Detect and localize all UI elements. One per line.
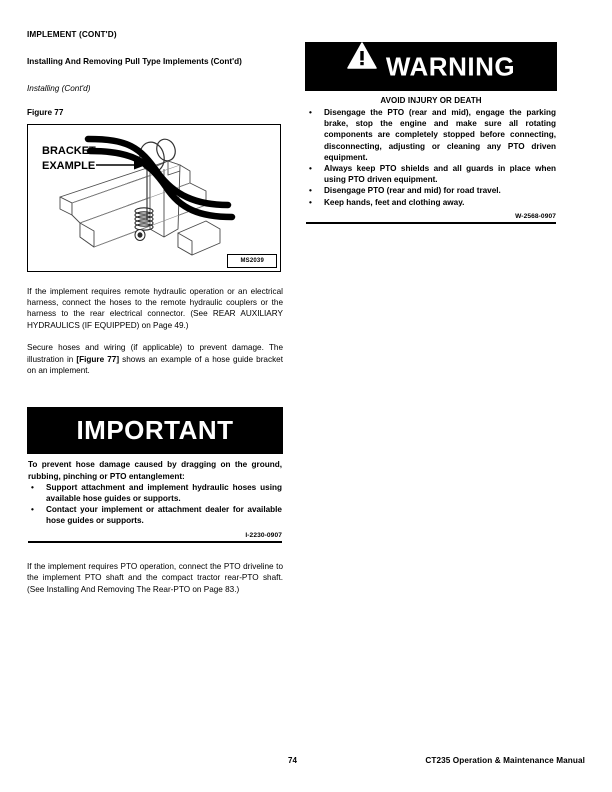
important-bullet-list bbox=[28, 482, 282, 527]
warning-banner bbox=[305, 42, 557, 91]
warning-code: W-2568-0907 bbox=[515, 212, 556, 220]
warning-list-item-text: Disengage the PTO (rear and mid), engage the parking brake, stop the engine and make sure all rotating components are completely stopped before connecting, disconnecting, adjusting or cleaning any PTO driven equipment. bbox=[324, 108, 556, 162]
figure-reference: [Figure 77] bbox=[76, 354, 120, 364]
important-list-item bbox=[28, 482, 282, 504]
warning-list-item bbox=[306, 107, 556, 163]
important-code: I-2230-0907 bbox=[245, 531, 282, 539]
footer-page-number: 74 bbox=[288, 756, 297, 765]
paragraph-secure-hoses bbox=[27, 342, 283, 376]
bullet-glyph: • bbox=[309, 164, 312, 174]
important-list-item-text: Contact your implement or attachment dealer for available hose guides or supports. bbox=[46, 505, 282, 526]
right-column bbox=[305, 42, 557, 224]
bullet-glyph: • bbox=[309, 186, 312, 196]
sub-heading: Installing And Removing Pull Type Implements (Cont'd) bbox=[27, 57, 242, 66]
bracket-example-illustration bbox=[28, 125, 280, 271]
warning-list-item-text: Keep hands, feet and clothing away. bbox=[324, 197, 465, 207]
paragraph-secure-hoses-part2: shows an example of a hose guide bracket on an implement. bbox=[27, 354, 283, 375]
warning-triangle-icon bbox=[347, 41, 377, 90]
warning-body bbox=[305, 91, 557, 224]
installing-subheading: Installing (Cont'd) bbox=[27, 83, 91, 93]
callout-label-line1: BRACKET bbox=[42, 144, 96, 157]
important-banner-title: IMPORTANT bbox=[76, 415, 234, 446]
important-intro-text: To prevent hose damage caused by dragging on the ground, rubbing, pinching or PTO entanglement: bbox=[28, 460, 282, 481]
figure-77-image bbox=[27, 124, 281, 272]
warning-list-item bbox=[306, 197, 556, 208]
paragraph-remote-hydraulics: If the implement requires remote hydraulic operation or an electrical harness, connect the hoses to the remote hydraulic couplers or the harness to the rear electrical connector. (See REAR AUXILIARY HYDRAULICS (IF EQUIPPED) on Page 49.) bbox=[27, 286, 283, 330]
warning-list-item bbox=[306, 185, 556, 196]
left-column bbox=[27, 30, 283, 595]
important-list-item bbox=[28, 504, 282, 526]
important-banner bbox=[27, 407, 283, 454]
paragraph-secure-hoses-part1: Secure hoses and wiring (if applicable) to prevent damage. The illustration in bbox=[27, 343, 283, 364]
callout-label-line2: EXAMPLE bbox=[42, 159, 96, 172]
bullet-glyph: • bbox=[309, 108, 312, 117]
bullet-glyph: • bbox=[31, 505, 34, 515]
warning-bullet-list bbox=[306, 107, 556, 208]
warning-heading: AVOID INJURY OR DEATH bbox=[380, 96, 482, 105]
figure-caption: Figure 77 bbox=[27, 107, 64, 117]
important-list-item-text: Support attachment and implement hydraulic hoses using available hose guides or supports. bbox=[46, 482, 282, 503]
bullet-glyph: • bbox=[31, 482, 34, 492]
warning-banner-title: WARNING bbox=[385, 51, 516, 82]
warning-list-item-text: Disengage PTO (rear and mid) for road travel. bbox=[324, 186, 501, 196]
page-footer bbox=[27, 756, 585, 768]
warning-list-item-text: Always keep PTO shields and all guards in place when using PTO driven equipment. bbox=[324, 164, 556, 185]
paragraph-pto-operation: If the implement requires PTO operation, connect the PTO driveline to the implement PTO shaft and the compact tractor rear-PTO shaft. (See Installing And Removing The Rear-PTO on Page 83.) bbox=[27, 562, 283, 594]
warning-list-item bbox=[306, 163, 556, 185]
bullet-glyph: • bbox=[309, 197, 312, 207]
section-heading: IMPLEMENT (CONT'D) bbox=[27, 30, 117, 39]
footer-manual-title: CT235 Operation & Maintenance Manual bbox=[425, 756, 585, 765]
figure-image-code: MS2039 bbox=[227, 254, 277, 268]
warning-bottom-rule bbox=[306, 222, 556, 225]
important-body bbox=[27, 454, 283, 543]
